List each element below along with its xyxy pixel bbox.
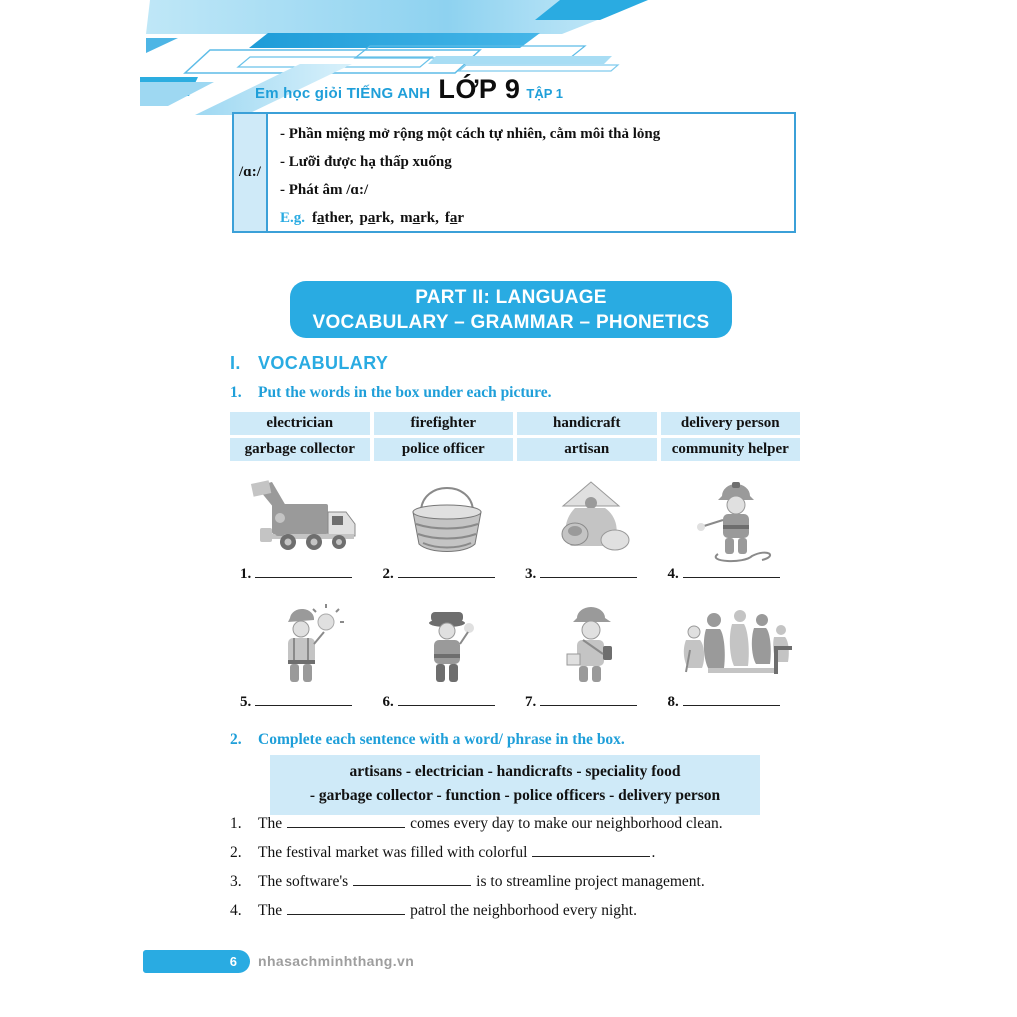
delivery-person-illustration	[533, 602, 649, 690]
series-title: Em học giỏi TIẾNG ANH	[255, 85, 431, 102]
exercise2-instruction	[230, 731, 625, 749]
picture-2	[375, 472, 520, 564]
word-bank-table	[230, 412, 800, 461]
artisan-illustration	[533, 476, 649, 564]
sentence-3: 3. The software's is to streamline project management.	[230, 873, 705, 890]
picture-4	[664, 472, 809, 564]
part-banner-line2: VOCABULARY – GRAMMAR – PHONETICS	[312, 311, 710, 333]
page-number-badge	[143, 950, 250, 973]
answer-blank-7: 7.	[525, 694, 668, 711]
blank-line	[683, 694, 780, 706]
blank-line	[255, 566, 352, 578]
word-bank-row	[230, 412, 800, 435]
phoneme-examples: E.g. father, park, mark, far	[280, 210, 465, 226]
electrician-illustration	[244, 602, 360, 690]
section-heading	[230, 353, 388, 374]
phoneme-description	[268, 114, 794, 231]
blank-line	[540, 566, 637, 578]
grade-label: LỚP 9	[438, 74, 521, 104]
exercise2-sentences	[230, 815, 810, 931]
part-banner	[290, 281, 732, 338]
phoneme-tip: - Lưỡi được hạ thấp xuống	[280, 154, 452, 170]
word-cell: community helper	[661, 438, 801, 461]
exercise1-number: 1.	[230, 384, 242, 401]
answer-blank-2: 2.	[383, 566, 526, 583]
blank-line	[532, 845, 650, 857]
word-cell: police officer	[374, 438, 514, 461]
answer-blank-5: 5.	[240, 694, 383, 711]
publisher-website: nhasachminhthang.vn	[258, 953, 415, 969]
answer-row-2	[240, 694, 810, 711]
word-box	[270, 755, 760, 815]
page-number: 6	[229, 954, 237, 969]
exercise2-text: Complete each sentence with a word/ phrase in the box.	[258, 731, 625, 748]
blank-line	[287, 816, 405, 828]
blank-line	[398, 694, 495, 706]
blank-line	[398, 566, 495, 578]
word-cell: electrician	[230, 412, 370, 435]
answer-blank-8: 8.	[668, 694, 811, 711]
exercise1-text: Put the words in the box under each picture.	[258, 384, 552, 401]
answer-blank-3: 3.	[525, 566, 668, 583]
word-box-line: artisans - electrician - handicrafts - speciality food	[349, 763, 681, 780]
answer-blank-1: 1.	[240, 566, 383, 583]
police-officer-illustration	[389, 602, 505, 690]
sentence-1: 1. The comes every day to make our neighborhood clean.	[230, 815, 723, 832]
blank-line	[287, 903, 405, 915]
section-title: VOCABULARY	[258, 353, 389, 373]
woven-basket-illustration	[389, 476, 505, 564]
answer-blank-6: 6.	[383, 694, 526, 711]
community-helpers-illustration	[678, 602, 794, 690]
firefighter-illustration	[678, 476, 794, 564]
example-label: E.g.	[280, 210, 306, 226]
phoneme-tip: - Phát âm /ɑ:/	[280, 182, 369, 198]
phonetics-table	[232, 112, 796, 233]
blank-line	[540, 694, 637, 706]
picture-7	[519, 598, 664, 690]
picture-row-1	[230, 472, 808, 564]
answer-blank-4: 4.	[668, 566, 811, 583]
section-number: I.	[230, 353, 241, 373]
picture-3	[519, 472, 664, 564]
sentence-4: 4. The patrol the neighborhood every night.	[230, 902, 637, 919]
blank-line	[353, 874, 471, 886]
picture-6	[375, 598, 520, 690]
blank-line	[255, 694, 352, 706]
word-cell: artisan	[517, 438, 657, 461]
word-bank-row	[230, 438, 800, 461]
sentence-2: 2. The festival market was filled with colorful .	[230, 844, 656, 861]
volume-label: TẬP 1	[526, 86, 564, 101]
phoneme-symbol: /ɑ:/	[234, 114, 268, 231]
answer-row-1	[240, 566, 810, 583]
word-cell: garbage collector	[230, 438, 370, 461]
word-box-line: - garbage collector - function - police officers - delivery person	[309, 787, 721, 804]
word-cell: firefighter	[374, 412, 514, 435]
picture-8	[664, 598, 809, 690]
picture-1	[230, 472, 375, 564]
exercise2-number: 2.	[230, 731, 242, 748]
word-cell: handicraft	[517, 412, 657, 435]
exercise1-instruction	[230, 384, 552, 402]
part-banner-line1: PART II: LANGUAGE	[415, 286, 607, 308]
blank-line	[683, 566, 780, 578]
phoneme-tip: - Phần miệng mở rộng một cách tự nhiên, cằm môi thả lỏng	[280, 126, 661, 142]
word-cell: delivery person	[661, 412, 801, 435]
picture-5	[230, 598, 375, 690]
garbage-truck-illustration	[244, 476, 360, 564]
picture-row-2	[230, 598, 808, 690]
book-title	[255, 74, 563, 105]
